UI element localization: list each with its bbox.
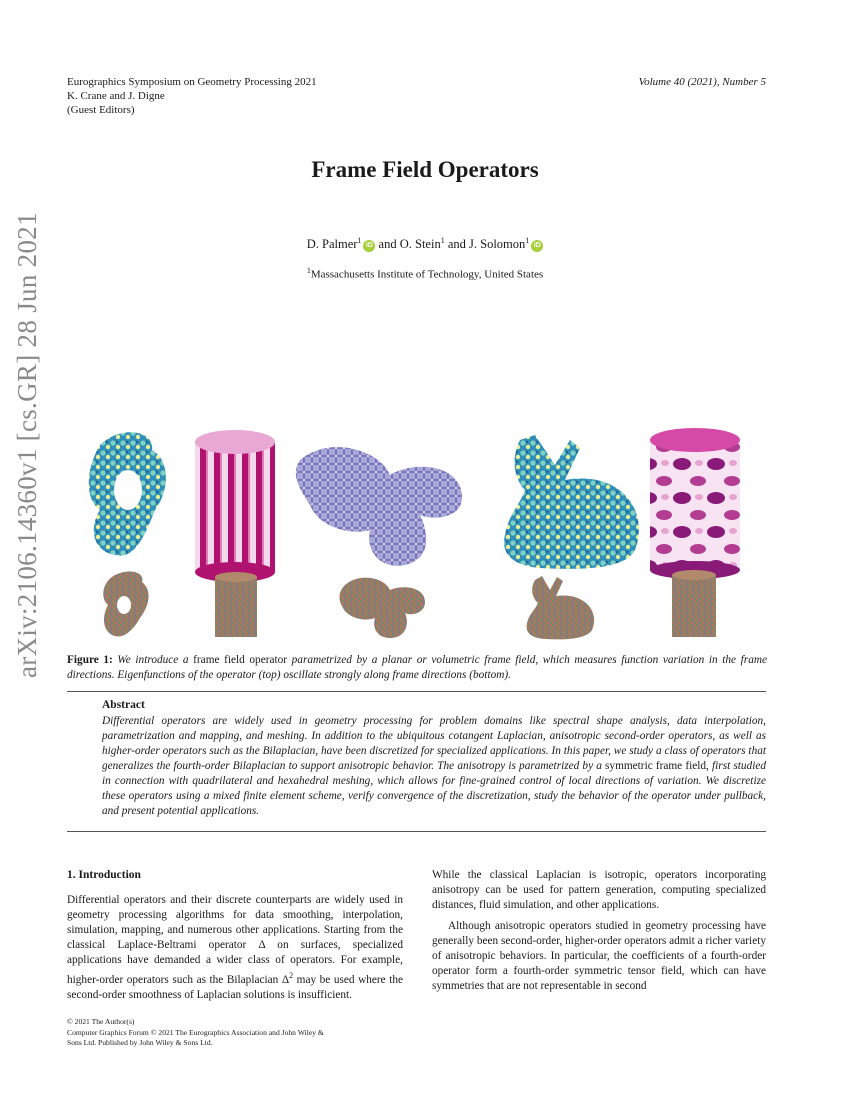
intro-paragraph-3: Although anisotropic operators studied in geometry processing have generally been second-order, higher-order operators admit a richer variety of anisotropic behaviors. In particular, the coefficients of a fourth-order operator form a fourth-order symmetric tensor field, which can have symmetries that are not representable in second bbox=[432, 920, 766, 992]
publisher-line: Computer Graphics Forum © 2021 The Eurographics Association and John Wiley & Sons Ltd. Published by John Wiley & Sons Ltd. bbox=[67, 1027, 324, 1047]
intro-paragraph-2: While the classical Laplacian is isotropic, operators incorporating anisotropy can be used for pattern generation, computing specialized distances, fluid simulation, and other applications. bbox=[432, 869, 766, 911]
guest-editors-line: (Guest Editors) bbox=[67, 104, 135, 116]
author-sup: 1 bbox=[357, 236, 362, 245]
copyright-footer bbox=[67, 1017, 337, 1049]
affiliation bbox=[0, 266, 850, 281]
author-sup: 1 bbox=[440, 236, 445, 245]
abstract bbox=[102, 698, 766, 819]
author-list bbox=[0, 236, 850, 252]
caption-label: Figure 1: bbox=[67, 654, 113, 666]
bunny-frame-field bbox=[527, 576, 595, 639]
intro-paragraph-1: Differential operators and their discrete counterparts are widely used in geometry processing algorithms for data smoothing, interpolation, simulation, mapping, and numerous other applications. Starting from the classical Laplace-Beltrami operator Δ on surfaces, specialized applications have demanded a wider class of operators. For example, higher-order operators such as the Bilaplacian $\Delta^2$ may be used where the second-order smoothness of Laplacian solutions is insufficient. bbox=[67, 894, 404, 1001]
author-solomon: and J. Solomon bbox=[447, 237, 526, 252]
bunny-eigen bbox=[504, 435, 639, 569]
cylinder-frame-field bbox=[215, 572, 257, 637]
left-column bbox=[67, 868, 403, 1003]
volume-line: Volume 40 (2021), Number 5 bbox=[638, 76, 766, 88]
abstract-text: first studied in connection with quadrilateral and hexahedral meshing, which allows for fine-grained control of local directions of variation. We discretize these operators using a mixed finite element scheme, verify convergence of the discretization, study the behavior of the operator under pullback, and present potential applications. bbox=[102, 760, 766, 817]
copyright-line: © 2021 The Author(s) bbox=[67, 1017, 135, 1026]
abstract-bottom-rule bbox=[67, 831, 766, 832]
author-palmer: D. Palmer bbox=[306, 237, 358, 252]
figure-caption bbox=[67, 653, 767, 683]
abstract-term: symmetric frame field, bbox=[605, 760, 709, 772]
right-column bbox=[432, 868, 766, 994]
orcid-icon[interactable]: iD bbox=[531, 240, 543, 252]
cylinder-blobs-eigen bbox=[650, 428, 740, 579]
orcid-icon[interactable]: iD bbox=[363, 240, 375, 252]
abstract-text: Differential operators are widely used in geometry processing for problem domains like spectral shape analysis, data interpolation, parametrization and mapping, and meshing. In addition to the ubiquitous cotangent Laplacian, anisotropic second-order operators, as well as higher-order operators such as the Bilaplacian, have been discretized for specialized applications. In this paper, we study a class of operators that generalizes the fourth-order Bilaplacian to support anisotropic behavior. The anisotropy is parametrized by a bbox=[102, 715, 766, 772]
cylinder-stripes-eigen bbox=[195, 430, 275, 582]
editors-line: K. Crane and J. Digne bbox=[67, 90, 165, 102]
author-stein: and O. Stein bbox=[378, 237, 441, 252]
abstract-body bbox=[102, 714, 766, 819]
rockerarm-eigen bbox=[89, 432, 166, 555]
cylinder-frame-field-2 bbox=[672, 570, 716, 637]
running-header bbox=[67, 75, 317, 117]
abstract-top-rule bbox=[67, 691, 766, 692]
author-sup: 1 bbox=[525, 236, 530, 245]
trefoil-eigen bbox=[296, 447, 462, 566]
section-heading: 1. Introduction bbox=[67, 869, 141, 881]
arxiv-stamp: arXiv:2106.14360v1 [cs.GR] 28 Jun 2021 bbox=[12, 212, 42, 678]
venue-line: Eurographics Symposium on Geometry Processing 2021 bbox=[67, 76, 317, 88]
rockerarm-frame-field bbox=[103, 571, 148, 636]
trefoil-frame-field bbox=[339, 578, 425, 638]
affiliation-sup: 1 bbox=[306, 266, 311, 275]
affiliation-text: Massachusetts Institute of Technology, United States bbox=[310, 268, 544, 281]
caption-term: frame field operator bbox=[193, 654, 288, 666]
teaser-figure bbox=[60, 420, 800, 645]
abstract-heading: Abstract bbox=[102, 699, 145, 711]
caption-text: parametrized by a planar or volumetric frame field, which measures function variation in the frame directions. Eigenfunctions of the operator (top) oscillate strongly along frame directions (bottom). bbox=[67, 654, 768, 681]
paper-title: Frame Field Operators bbox=[311, 157, 539, 182]
caption-text: We introduce a bbox=[117, 654, 189, 666]
